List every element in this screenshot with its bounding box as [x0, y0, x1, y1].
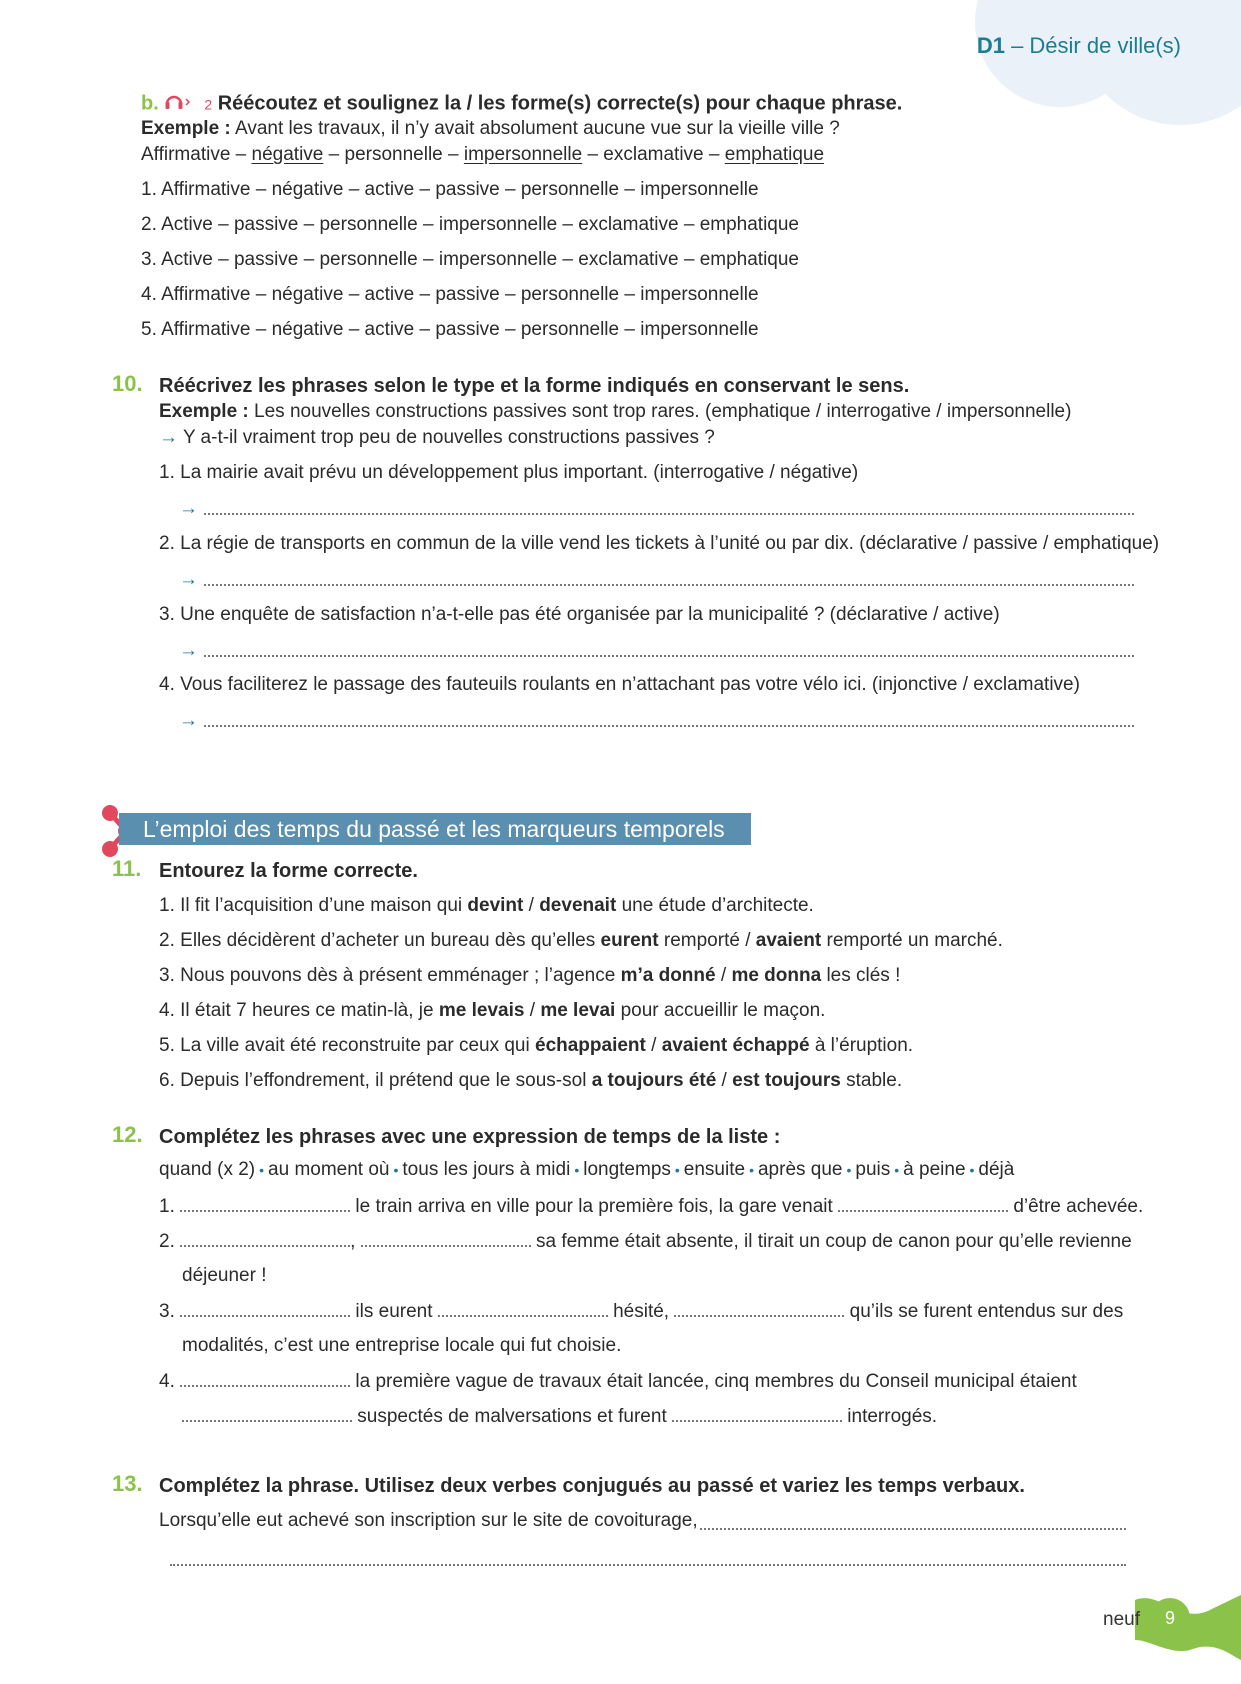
exercise-12-number: 12. — [112, 1122, 143, 1147]
choice-option[interactable]: me levais — [438, 1000, 525, 1021]
word-option: puis — [855, 1159, 891, 1180]
bullet-icon: • — [674, 1162, 680, 1178]
blank-field[interactable] — [180, 1299, 350, 1317]
exercise-12-item-cont: suspectés de malversations et furent interrogés. — [182, 1404, 937, 1429]
choice-option[interactable]: eurent — [600, 930, 659, 951]
word-option: ensuite — [683, 1159, 746, 1180]
bullet-icon: • — [846, 1162, 852, 1178]
answer-line[interactable] — [170, 1564, 1126, 1566]
example-answer-text: Y a-t-il vraiment trop peu de nouvelles constructions passives ? — [182, 427, 715, 448]
exercise-12-item: 1. le train arriva en ville pour la première fois, la gare venait d’être achevée. — [159, 1196, 1144, 1217]
exercise-b-example — [141, 117, 840, 141]
choice-option[interactable]: devenait — [539, 895, 617, 916]
exercise-10-item: 2. La régie de transports en commun de la ville vend les tickets à l’unité ou par dix. (déclarative / passive / emphatique) — [159, 533, 1160, 554]
answer-option: exclamative — [603, 144, 704, 165]
exercise-11-item: 1. Il fit l’acquisition d’une maison qui devint / devenait une étude d’architecte. — [159, 895, 814, 916]
page-number-badge: 9 — [1150, 1598, 1190, 1638]
section-header — [119, 813, 751, 845]
bullet-icon: • — [574, 1162, 580, 1178]
arrow-icon: → — [179, 498, 198, 519]
exercise-11-item: 3. Nous pouvons dès à présent emménager ; l’agence m’a donné / me donna les clés ! — [159, 965, 901, 986]
exercise-12-item: 2. , sa femme était absente, il tirait un coup de canon pour qu’elle revienne — [159, 1231, 1132, 1252]
answer-option-underlined: impersonnelle — [463, 144, 583, 165]
exercise-10-example — [159, 400, 1071, 424]
exercise-11-item: 6. Depuis l’effondrement, il prétend que le sous-sol a toujours été / est toujours stable. — [159, 1070, 903, 1091]
exercise-10-title: Réécrivez les phrases selon le type et la forme indiqués en conservant le sens. — [159, 375, 910, 397]
bullet-icon: • — [259, 1162, 265, 1178]
answer-line[interactable] — [204, 584, 1134, 586]
exercise-b-item[interactable]: 2. Active – passive – personnelle – impersonnelle – exclamative – emphatique — [141, 214, 799, 235]
exercise-b-letter: b. — [141, 92, 159, 115]
answer-line[interactable] — [204, 655, 1134, 657]
word-option: quand (x 2) — [159, 1159, 256, 1180]
blank-field[interactable] — [672, 1404, 842, 1422]
blank-field[interactable] — [438, 1299, 608, 1317]
choice-option[interactable]: avaient — [755, 930, 822, 951]
exercise-10-example-answer — [159, 426, 715, 450]
choice-option[interactable]: devint — [467, 895, 524, 916]
example-label: Exemple : — [159, 401, 249, 422]
chapter-header — [977, 33, 1181, 59]
exercise-11-item: 5. La ville avait été reconstruite par ceux qui échappaient / avaient échappé à l’éruption. — [159, 1035, 914, 1056]
exercise-13-number: 13. — [112, 1471, 143, 1496]
word-option: longtemps — [583, 1159, 671, 1180]
exercise-11-number: 11. — [112, 856, 142, 881]
unit-title: – Désir de ville(s) — [1011, 33, 1181, 58]
arrow-icon: → — [159, 427, 178, 448]
exercise-12-title: Complétez les phrases avec une expression de temps de la liste : — [159, 1126, 781, 1148]
exercise-b-title — [141, 91, 902, 117]
choice-option[interactable]: échappaient — [535, 1035, 646, 1056]
arrow-icon: → — [179, 710, 198, 731]
choice-option[interactable]: me donna — [731, 965, 822, 986]
example-text: Avant les travaux, il n’y avait absolument aucune vue sur la vieille ville ? — [235, 118, 840, 139]
word-option: au moment où — [268, 1159, 390, 1180]
page-number-word: neuf — [1103, 1609, 1140, 1630]
blank-field[interactable] — [180, 1194, 350, 1212]
example-text: Les nouvelles constructions passives sont trop rares. (emphatique / interrogative / impersonnelle) — [254, 401, 1072, 422]
answer-line[interactable] — [204, 513, 1134, 515]
exercise-13-title: Complétez la phrase. Utilisez deux verbes conjugués au passé et variez les temps verbaux. — [159, 1475, 1025, 1497]
answer-option: Affirmative — [141, 144, 231, 165]
answer-option-underlined: emphatique — [724, 144, 825, 165]
exercise-b-item[interactable]: 5. Affirmative – négative – active – passive – personnelle – impersonnelle — [141, 319, 759, 340]
exercise-11-item: 4. Il était 7 heures ce matin-là, je me levais / me levai pour accueillir le maçon. — [159, 1000, 826, 1021]
blank-field[interactable] — [674, 1299, 844, 1317]
blank-field[interactable] — [182, 1404, 352, 1422]
exercise-b-item[interactable]: 3. Active – passive – personnelle – impersonnelle – exclamative – emphatique — [141, 249, 799, 270]
answer-line[interactable] — [700, 1528, 1126, 1530]
exercise-13-prompt: Lorsqu’elle eut achevé son inscription sur le site de covoiturage, — [159, 1510, 698, 1531]
word-option: à peine — [903, 1159, 966, 1180]
word-option: après que — [757, 1159, 843, 1180]
audio-track-number: 2 — [204, 96, 213, 113]
exercise-11-title: Entourez la forme correcte. — [159, 860, 418, 882]
bullet-icon: • — [969, 1162, 975, 1178]
headphones-icon[interactable] — [164, 91, 204, 117]
exercise-b-instruction: Réécoutez et soulignez la / les forme(s) correcte(s) pour chaque phrase. — [217, 92, 903, 115]
exercise-12-item: 4. la première vague de travaux était lancée, cinq membres du Conseil municipal étaient — [159, 1371, 1077, 1392]
choice-option[interactable]: m’a donné — [620, 965, 716, 986]
word-option: déjà — [978, 1159, 1015, 1180]
answer-option: personnelle — [344, 144, 443, 165]
word-list — [159, 1158, 1014, 1182]
answer-option-underlined: négative — [251, 144, 324, 165]
answer-line[interactable] — [204, 725, 1134, 727]
arrow-icon: → — [179, 640, 198, 661]
choice-option[interactable]: me levai — [540, 1000, 616, 1021]
exercise-12-item: 3. ils eurent hésité, qu’ils se furent entendus sur des — [159, 1301, 1124, 1322]
exercise-10-item: 1. La mairie avait prévu un développement plus important. (interrogative / négative) — [159, 462, 859, 483]
exercise-10-number: 10. — [112, 371, 143, 396]
section-title: L’emploi des temps du passé et les marqueurs temporels — [143, 816, 725, 842]
blank-field[interactable] — [180, 1369, 350, 1387]
exercise-12-item-cont: modalités, c’est une entreprise locale qui fut choisie. — [182, 1335, 622, 1356]
choice-option[interactable]: a toujours été — [591, 1070, 717, 1091]
blank-field[interactable] — [838, 1194, 1008, 1212]
example-label: Exemple : — [141, 118, 231, 139]
bullet-icon: • — [894, 1162, 900, 1178]
blank-field[interactable] — [180, 1229, 350, 1247]
arrow-icon: → — [179, 569, 198, 590]
bullet-icon: • — [749, 1162, 754, 1178]
word-option: tous les jours à midi — [402, 1159, 571, 1180]
exercise-10-item: 3. Une enquête de satisfaction n’a-t-elle pas été organisée par la municipalité ? (déclarative / active) — [159, 604, 1000, 625]
blank-field[interactable] — [361, 1229, 531, 1247]
exercise-b-item[interactable]: 1. Affirmative – négative – active – passive – personnelle – impersonnelle — [141, 179, 759, 200]
choice-option[interactable]: est toujours — [732, 1070, 841, 1091]
exercise-11-item: 2. Elles décidèrent d’acheter un bureau dès qu’elles eurent remporté / avaient remporté un marché. — [159, 930, 1003, 951]
exercise-10-item: 4. Vous faciliterez le passage des fauteuils roulants en n’attachant pas votre vélo ici. (injonctive / exclamative) — [159, 674, 1080, 695]
exercise-b-example-answer: Affirmative – négative – personnelle – impersonnelle – exclamative – emphatique — [141, 144, 825, 165]
bullet-icon: • — [393, 1162, 399, 1178]
exercise-12-item-cont: déjeuner ! — [182, 1265, 267, 1286]
unit-label: D1 — [976, 33, 1005, 58]
exercise-b-item[interactable]: 4. Affirmative – négative – active – passive – personnelle – impersonnelle — [141, 284, 759, 305]
choice-option[interactable]: avaient échappé — [661, 1035, 810, 1056]
